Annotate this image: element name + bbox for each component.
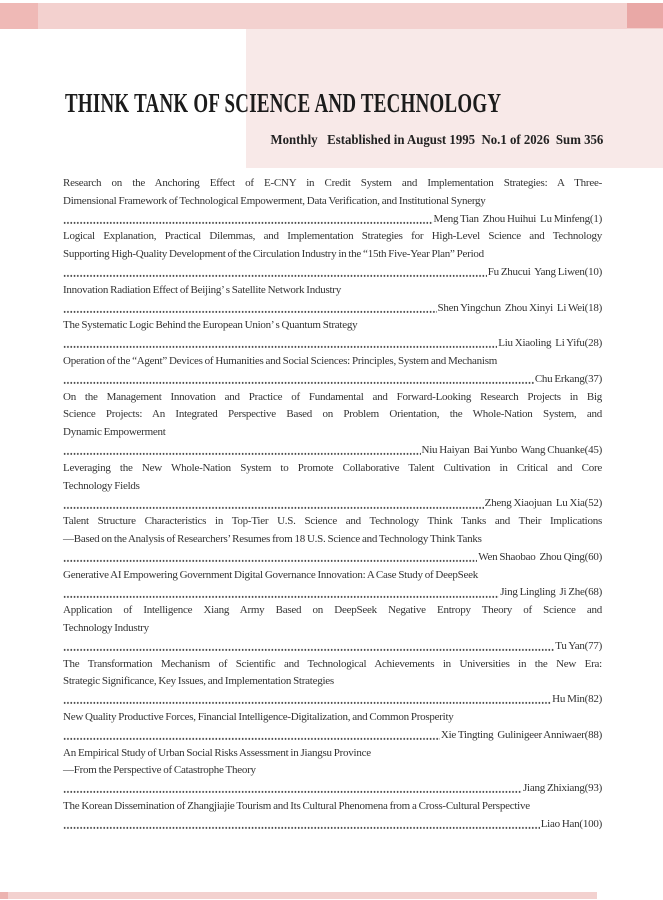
toc-entry-byline bbox=[63, 584, 602, 602]
toc-entry bbox=[63, 567, 602, 603]
toc-entry-authors: Niu Haiyan Bai Yunbo Wang Chuanke(45) bbox=[421, 443, 602, 456]
toc-entry bbox=[63, 282, 602, 318]
dotted-leader bbox=[63, 549, 477, 567]
toc-entry-byline bbox=[63, 335, 602, 353]
toc-entry-title-line: The Transformation Mechanism of Scientific and Technological Achievements in Universities in the New Era: bbox=[63, 657, 602, 670]
toc-entry-byline bbox=[63, 549, 602, 567]
toc-entry-authors: Hu Min(82) bbox=[552, 693, 602, 706]
toc-entry bbox=[63, 175, 602, 228]
dotted-leader bbox=[63, 300, 437, 318]
toc-entry-title-line: Supporting High-Quality Development of the Circulation Industry in the “15th Five-Year Plan” Period bbox=[63, 248, 484, 261]
header-band-accent-left bbox=[0, 3, 38, 29]
toc-entry-byline bbox=[63, 727, 602, 745]
toc-entry-title-line: Logical Explanation, Practical Dilemmas, and Implementation Strategies for High-Level Science and Technology bbox=[63, 230, 602, 243]
dotted-leader bbox=[63, 780, 522, 798]
toc-entry-title-line: Generative AI Empowering Government Digital Governance Innovation: A Case Study of DeepSeek bbox=[63, 568, 478, 581]
toc-entry-authors: Chu Erkang(37) bbox=[534, 372, 602, 385]
toc-entry-authors: Liu Xiaoling Li Yifu(28) bbox=[498, 337, 602, 350]
journal-issue-info: Monthly Established in August 1995 No.1 of 2026 Sum 356 bbox=[270, 132, 603, 147]
toc-entry bbox=[63, 228, 602, 281]
toc-entry-title-line: Leveraging the New Whole-Nation System to Promote Collaborative Talent Cultivation in Critical and Core bbox=[63, 461, 602, 474]
toc-entry-authors: Shen Yingchun Zhou Xinyi Li Wei(18) bbox=[437, 301, 602, 314]
toc-entry-title-line: —Based on the Analysis of Researchers’ Resumes from 18 U.S. Science and Technology Think Tanks bbox=[63, 532, 482, 545]
toc-entry-authors: Jiang Zhixiang(93) bbox=[522, 782, 602, 795]
toc-entry bbox=[63, 709, 602, 745]
toc-entry-byline bbox=[63, 691, 602, 709]
header-band bbox=[38, 3, 663, 29]
toc-entry bbox=[63, 656, 602, 709]
footer-band bbox=[0, 892, 597, 899]
toc-entry-byline bbox=[63, 495, 602, 513]
toc-entry-byline bbox=[63, 371, 602, 389]
toc-entry-title-line: Talent Structure Characteristics in Top-Tier U.S. Science and Technology Think Tanks and Their Implications bbox=[63, 515, 602, 528]
toc-entry-byline bbox=[63, 300, 602, 318]
toc-entry bbox=[63, 353, 602, 389]
toc-entry bbox=[63, 460, 602, 513]
toc-entry-title-line: Strategic Significance, Key Issues, and Implementation Strategies bbox=[63, 675, 334, 688]
toc-entry bbox=[63, 389, 602, 460]
toc-entry-title-line: New Quality Productive Forces, Financial Intelligence-Digitalization, and Common Prosperity bbox=[63, 710, 454, 723]
toc-entry-authors: Wen Shaobao Zhou Qing(60) bbox=[478, 550, 602, 563]
toc-entry bbox=[63, 602, 602, 655]
toc-entry-byline bbox=[63, 638, 602, 656]
toc-entry-byline bbox=[63, 442, 602, 460]
toc-entry-title-line: Science Projects: An Integrated Perspective Based on Problem Orientation, the Whole-Nation System, and bbox=[63, 408, 602, 421]
toc-entry-byline bbox=[63, 816, 602, 834]
toc-entry-authors: Meng Tian Zhou Huihui Lu Minfeng(1) bbox=[433, 212, 602, 225]
toc-entry bbox=[63, 745, 602, 798]
toc-entry-authors: Jing Lingling Ji Zhe(68) bbox=[500, 586, 602, 599]
toc-entry-byline bbox=[63, 211, 602, 229]
dotted-leader bbox=[63, 264, 487, 282]
dotted-leader bbox=[63, 442, 421, 460]
toc-entry-title-line: Operation of the “Agent” Devices of Humanities and Social Sciences: Principles, System and Mechanism bbox=[63, 354, 498, 367]
toc-entry-title-line: Application of Intelligence Xiang Army Based on DeepSeek Negative Entropy Theory of Science and bbox=[63, 604, 602, 617]
toc-list bbox=[63, 175, 602, 833]
toc-entry-byline bbox=[63, 264, 602, 282]
toc-entry bbox=[63, 513, 602, 566]
dotted-leader bbox=[63, 727, 440, 745]
dotted-leader bbox=[63, 335, 497, 353]
toc-entry-title-line: Innovation Radiation Effect of Beijing’ s Satellite Network Industry bbox=[63, 283, 341, 296]
header-band-accent-right bbox=[627, 3, 663, 28]
toc-entry-title-line: Technology Fields bbox=[63, 479, 140, 492]
toc-entry-title-line: Dimensional Framework of Technological Empowerment, Data Verification, and Institutional Synergy bbox=[63, 194, 486, 207]
toc-entry-authors: Fu Zhucui Yang Liwen(10) bbox=[487, 265, 602, 278]
dotted-leader bbox=[63, 638, 554, 656]
toc-entry bbox=[63, 317, 602, 353]
toc-entry-authors: Tu Yan(77) bbox=[555, 639, 602, 652]
dotted-leader bbox=[63, 584, 499, 602]
dotted-leader bbox=[63, 816, 540, 834]
toc-entry-authors: Zheng Xiaojuan Lu Xia(52) bbox=[484, 497, 602, 510]
toc-entry-authors: Xie Tingting Gulinigeer Anniwaer(88) bbox=[440, 728, 602, 741]
dotted-leader bbox=[63, 371, 534, 389]
dotted-leader bbox=[63, 691, 551, 709]
toc-entry-title-line: Dynamic Empowerment bbox=[63, 426, 166, 439]
toc-entry-title-line: Technology Industry bbox=[63, 621, 149, 634]
journal-title: THINK TANK OF SCIENCE AND TECHNOLOGY bbox=[65, 88, 502, 118]
toc-entry-title-line: An Empirical Study of Urban Social Risks Assessment in Jiangsu Province bbox=[63, 746, 371, 759]
toc-entry-title-line: —From the Perspective of Catastrophe Theory bbox=[63, 764, 256, 777]
toc-entry-title-line: Research on the Anchoring Effect of E-CNY in Credit System and Implementation Strategies: A Three- bbox=[63, 177, 602, 189]
footer-band-accent bbox=[0, 892, 8, 899]
toc-entry-title-line: On the Management Innovation and Practice of Fundamental and Forward-Looking Research Projects in Big bbox=[63, 390, 602, 403]
toc-entry-title-line: The Systematic Logic Behind the European Union’ s Quantum Strategy bbox=[63, 319, 358, 332]
toc-entry-byline bbox=[63, 780, 602, 798]
toc-entry bbox=[63, 798, 602, 834]
toc-entry-title-line: The Korean Dissemination of Zhangjiajie Tourism and Its Cultural Phenomena from a Cross-Cultural Perspective bbox=[63, 799, 530, 812]
dotted-leader bbox=[63, 495, 484, 513]
dotted-leader bbox=[63, 211, 433, 229]
toc-entry-authors: Liao Han(100) bbox=[540, 817, 602, 830]
